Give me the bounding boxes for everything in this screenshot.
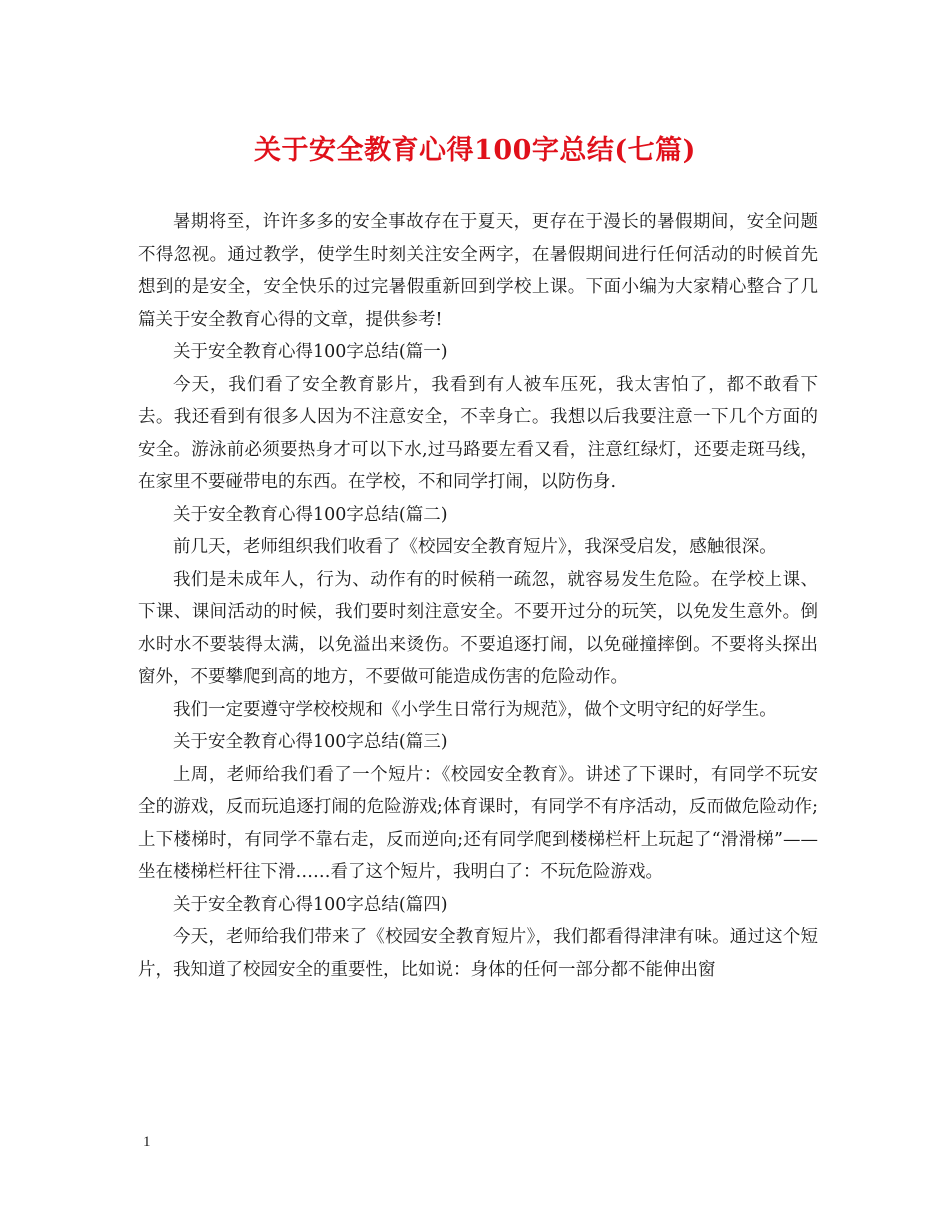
section-heading-2: 关于安全教育心得100字总结(篇二): [173, 504, 448, 525]
page-number: 1: [143, 1134, 151, 1150]
paragraph: 我们一定要遵守学校校规和《小学生日常行为规范》，做个文明守纪的好学生。: [173, 699, 777, 720]
intro-paragraph: 暑期将至，许许多多的安全事故存在于夏天，更存在于漫长的暑假期间，安全问题不得忽视。通过教学，使学生时刻关注安全两字，在暑假期间进行任何活动的时候首先想到的是安全，安全快乐的过完暑假重新回到学校上课。下面小编为大家精心整合了几篇关于安全教育心得的文章，提供参考!: [138, 212, 818, 330]
paragraph: 今天，我们看了安全教育影片，我看到有人被车压死，我太害怕了，都不敢看下去。我还看到有很多人因为不注意安全，不幸身亡。我想以后我要注意一下几个方面的安全。游泳前必须要热身才可以下水,过马路要左看又看，注意红绿灯，还要走斑马线，在家里不要碰带电的东西。在学校，不和同学打闹，以防伤身.: [138, 374, 818, 492]
paragraph: 上周，老师给我们看了一个短片：《校园安全教育》。讲述了下课时，有同学不玩安全的游戏，反而玩追逐打闹的危险游戏;体育课时，有同学不有序活动，反而做危险动作;上下楼梯时，有同学不靠右走，反而逆向;还有同学爬到楼梯栏杆上玩起了“滑滑梯”——坐在楼梯栏杆往下滑……看了这个短片，我明白了：不玩危险游戏。: [138, 764, 818, 882]
paragraph: 前几天，老师组织我们收看了《校园安全教育短片》，我深受启发，感触很深。: [173, 537, 777, 557]
section-heading-1: 关于安全教育心得100字总结(篇一): [173, 342, 448, 362]
section-heading-4: 关于安全教育心得100字总结(篇四): [173, 894, 448, 915]
paragraph: 今天，老师给我们带来了《校园安全教育短片》，我们都看得津津有味。通过这个短片，我知道了校园安全的重要性，比如说：身体的任何一部分都不能伸出窗: [138, 927, 818, 980]
document-title: 关于安全教育心得100字总结(七篇): [254, 135, 696, 166]
section-heading-3: 关于安全教育心得100字总结(篇三): [173, 732, 448, 752]
document-body: [138, 206, 818, 986]
paragraph: 我们是未成年人，行为、动作有的时候稍一疏忽，就容易发生危险。在学校上课、下课、课间活动的时候，我们要时刻注意安全。不要开过分的玩笑，以免发生意外。倒水时水不要装得太满，以免溢出来烫伤。不要追逐打闹，以免碰撞摔倒。不要将头探出窗外，不要攀爬到高的地方，不要做可能造成伤害的危险动作。: [138, 569, 818, 687]
